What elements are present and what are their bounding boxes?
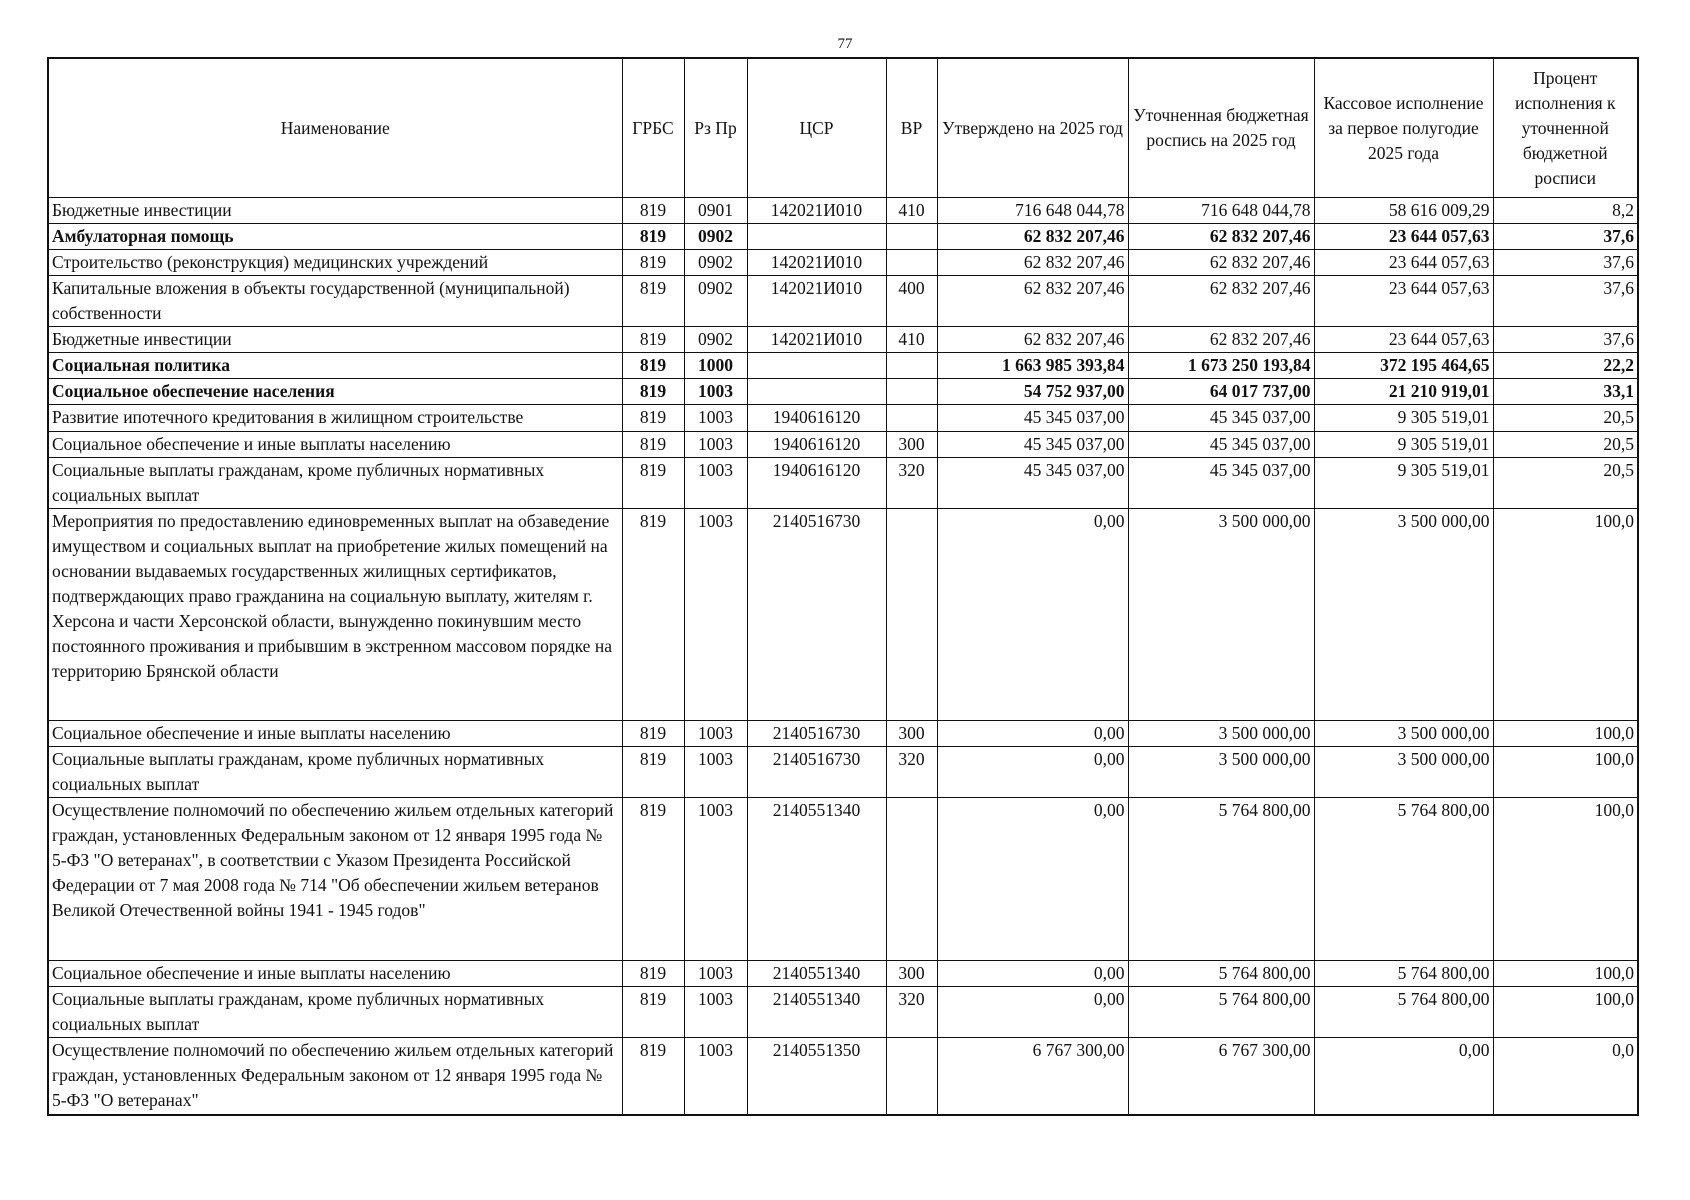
table-row xyxy=(48,1038,1638,1115)
cell-percent: 100,0 xyxy=(1493,747,1638,798)
cell-rzpr: 0902 xyxy=(684,224,747,250)
cell-rzpr: 0901 xyxy=(684,198,747,224)
cell-cash: 3 500 000,00 xyxy=(1314,747,1493,798)
cell-name: Социальные выплаты гражданам, кроме публичных нормативных социальных выплат xyxy=(48,747,622,798)
table-row xyxy=(48,379,1638,405)
cell-name: Социальная политика xyxy=(48,353,622,379)
cell-vr: 320 xyxy=(886,987,937,1038)
cell-percent: 100,0 xyxy=(1493,961,1638,987)
cell-grbs: 819 xyxy=(622,1038,684,1115)
cell-name: Социальное обеспечение населения xyxy=(48,379,622,405)
table-row xyxy=(48,798,1638,961)
cell-refined: 62 832 207,46 xyxy=(1128,276,1314,327)
cell-grbs: 819 xyxy=(622,987,684,1038)
cell-rzpr: 1003 xyxy=(684,721,747,747)
table-header-row xyxy=(48,58,1638,198)
cell-rzpr: 1003 xyxy=(684,798,747,961)
cell-approved: 716 648 044,78 xyxy=(937,198,1128,224)
cell-refined: 3 500 000,00 xyxy=(1128,747,1314,798)
cell-name: Осуществление полномочий по обеспечению жильем отдельных категорий граждан, установленных Федеральным законом от 12 января 1995 года № 5-ФЗ "О ветеранах", в соответствии с Указом Президента Российской Федерации от 7 мая 2008 года № 714 "Об обеспечении жильем ветеранов Великой Отечественной войны 1941 - 1945 годов" xyxy=(48,798,622,961)
cell-vr xyxy=(886,405,937,432)
cell-rzpr: 0902 xyxy=(684,327,747,353)
cell-percent: 37,6 xyxy=(1493,224,1638,250)
cell-vr xyxy=(886,509,937,721)
cell-refined: 5 764 800,00 xyxy=(1128,798,1314,961)
cell-vr: 410 xyxy=(886,327,937,353)
header-csr: ЦСР xyxy=(747,58,886,198)
cell-refined: 716 648 044,78 xyxy=(1128,198,1314,224)
table-row xyxy=(48,250,1638,276)
cell-csr xyxy=(747,224,886,250)
cell-csr: 142021И010 xyxy=(747,327,886,353)
cell-rzpr: 1000 xyxy=(684,353,747,379)
cell-approved: 62 832 207,46 xyxy=(937,327,1128,353)
cell-rzpr: 1003 xyxy=(684,961,747,987)
cell-csr: 1940616120 xyxy=(747,405,886,432)
table-row xyxy=(48,224,1638,250)
cell-cash: 0,00 xyxy=(1314,1038,1493,1115)
cell-csr: 142021И010 xyxy=(747,276,886,327)
cell-csr: 2140551350 xyxy=(747,1038,886,1115)
cell-grbs: 819 xyxy=(622,509,684,721)
cell-percent: 37,6 xyxy=(1493,250,1638,276)
cell-csr: 2140516730 xyxy=(747,721,886,747)
cell-vr xyxy=(886,379,937,405)
cell-rzpr: 0902 xyxy=(684,276,747,327)
cell-rzpr: 1003 xyxy=(684,509,747,721)
header-refined: Уточненная бюджетная роспись на 2025 год xyxy=(1128,58,1314,198)
cell-name: Осуществление полномочий по обеспечению жильем отдельных категорий граждан, установленных Федеральным законом от 12 января 1995 года № 5-ФЗ "О ветеранах" xyxy=(48,1038,622,1115)
cell-rzpr: 1003 xyxy=(684,1038,747,1115)
cell-grbs: 819 xyxy=(622,458,684,509)
cell-vr: 410 xyxy=(886,198,937,224)
cell-percent: 37,6 xyxy=(1493,276,1638,327)
cell-approved: 62 832 207,46 xyxy=(937,250,1128,276)
cell-grbs: 819 xyxy=(622,961,684,987)
cell-grbs: 819 xyxy=(622,432,684,458)
cell-percent: 22,2 xyxy=(1493,353,1638,379)
cell-cash: 23 644 057,63 xyxy=(1314,224,1493,250)
table-row xyxy=(48,458,1638,509)
cell-grbs: 819 xyxy=(622,224,684,250)
header-percent: Процент исполнения к уточненной бюджетной росписи xyxy=(1493,58,1638,198)
cell-rzpr: 1003 xyxy=(684,379,747,405)
table-row xyxy=(48,353,1638,379)
cell-refined: 62 832 207,46 xyxy=(1128,250,1314,276)
cell-cash: 9 305 519,01 xyxy=(1314,432,1493,458)
cell-approved: 0,00 xyxy=(937,987,1128,1038)
cell-vr: 300 xyxy=(886,721,937,747)
table-row xyxy=(48,327,1638,353)
cell-refined: 1 673 250 193,84 xyxy=(1128,353,1314,379)
cell-refined: 5 764 800,00 xyxy=(1128,961,1314,987)
cell-name: Амбулаторная помощь xyxy=(48,224,622,250)
cell-csr: 142021И010 xyxy=(747,250,886,276)
cell-vr xyxy=(886,250,937,276)
cell-csr xyxy=(747,353,886,379)
cell-cash: 23 644 057,63 xyxy=(1314,250,1493,276)
cell-percent: 100,0 xyxy=(1493,721,1638,747)
cell-rzpr: 1003 xyxy=(684,432,747,458)
cell-grbs: 819 xyxy=(622,327,684,353)
cell-grbs: 819 xyxy=(622,405,684,432)
header-cash: Кассовое исполнение за первое полугодие 2025 года xyxy=(1314,58,1493,198)
cell-percent: 33,1 xyxy=(1493,379,1638,405)
table-row xyxy=(48,509,1638,721)
cell-name: Мероприятия по предоставлению единовременных выплат на обзаведение имуществом и социальных выплат на приобретение жилых помещений на основании выдаваемых государственных жилищных сертификатов, подтверждающих право гражданина на социальную выплату, жителям г. Херсона и части Херсонской области, вынужденно покинувшим место постоянного проживания и прибывшим в экстренном массовом порядке на территорию Брянской области xyxy=(48,509,622,721)
cell-refined: 45 345 037,00 xyxy=(1128,432,1314,458)
cell-cash: 3 500 000,00 xyxy=(1314,721,1493,747)
cell-vr xyxy=(886,1038,937,1115)
cell-name: Бюджетные инвестиции xyxy=(48,198,622,224)
table-row xyxy=(48,961,1638,987)
cell-vr xyxy=(886,224,937,250)
cell-refined: 62 832 207,46 xyxy=(1128,224,1314,250)
cell-cash: 5 764 800,00 xyxy=(1314,961,1493,987)
cell-cash: 23 644 057,63 xyxy=(1314,276,1493,327)
header-name: Наименование xyxy=(48,58,622,198)
cell-approved: 0,00 xyxy=(937,509,1128,721)
cell-percent: 37,6 xyxy=(1493,327,1638,353)
cell-cash: 3 500 000,00 xyxy=(1314,509,1493,721)
cell-approved: 0,00 xyxy=(937,798,1128,961)
cell-rzpr: 1003 xyxy=(684,747,747,798)
cell-name: Социальное обеспечение и иные выплаты населению xyxy=(48,721,622,747)
cell-percent: 20,5 xyxy=(1493,458,1638,509)
cell-cash: 21 210 919,01 xyxy=(1314,379,1493,405)
cell-rzpr: 1003 xyxy=(684,987,747,1038)
cell-csr: 2140516730 xyxy=(747,509,886,721)
cell-name: Социальные выплаты гражданам, кроме публичных нормативных социальных выплат xyxy=(48,987,622,1038)
cell-refined: 45 345 037,00 xyxy=(1128,405,1314,432)
cell-percent: 0,0 xyxy=(1493,1038,1638,1115)
cell-refined: 6 767 300,00 xyxy=(1128,1038,1314,1115)
cell-refined: 64 017 737,00 xyxy=(1128,379,1314,405)
cell-csr: 142021И010 xyxy=(747,198,886,224)
header-grbs: ГРБС xyxy=(622,58,684,198)
cell-csr: 2140551340 xyxy=(747,961,886,987)
cell-name: Строительство (реконструкция) медицинских учреждений xyxy=(48,250,622,276)
table-row xyxy=(48,987,1638,1038)
page-number: 77 xyxy=(837,36,853,52)
cell-vr xyxy=(886,353,937,379)
cell-approved: 62 832 207,46 xyxy=(937,276,1128,327)
cell-vr: 320 xyxy=(886,458,937,509)
cell-grbs: 819 xyxy=(622,250,684,276)
header-vr: ВР xyxy=(886,58,937,198)
cell-vr: 300 xyxy=(886,961,937,987)
cell-approved: 0,00 xyxy=(937,961,1128,987)
cell-grbs: 819 xyxy=(622,353,684,379)
cell-rzpr: 1003 xyxy=(684,405,747,432)
cell-percent: 100,0 xyxy=(1493,798,1638,961)
cell-approved: 1 663 985 393,84 xyxy=(937,353,1128,379)
cell-cash: 23 644 057,63 xyxy=(1314,327,1493,353)
cell-percent: 20,5 xyxy=(1493,405,1638,432)
cell-grbs: 819 xyxy=(622,798,684,961)
cell-percent: 100,0 xyxy=(1493,987,1638,1038)
table-row xyxy=(48,432,1638,458)
table-row xyxy=(48,721,1638,747)
cell-approved: 45 345 037,00 xyxy=(937,432,1128,458)
cell-vr: 300 xyxy=(886,432,937,458)
cell-csr xyxy=(747,379,886,405)
cell-vr: 400 xyxy=(886,276,937,327)
cell-grbs: 819 xyxy=(622,198,684,224)
table-row xyxy=(48,405,1638,432)
cell-approved: 45 345 037,00 xyxy=(937,458,1128,509)
cell-grbs: 819 xyxy=(622,721,684,747)
cell-vr: 320 xyxy=(886,747,937,798)
cell-refined: 3 500 000,00 xyxy=(1128,721,1314,747)
cell-name: Социальное обеспечение и иные выплаты населению xyxy=(48,961,622,987)
cell-percent: 100,0 xyxy=(1493,509,1638,721)
cell-csr: 2140516730 xyxy=(747,747,886,798)
table-row xyxy=(48,198,1638,224)
cell-approved: 0,00 xyxy=(937,747,1128,798)
cell-csr: 1940616120 xyxy=(747,458,886,509)
table-row xyxy=(48,276,1638,327)
cell-grbs: 819 xyxy=(622,747,684,798)
cell-grbs: 819 xyxy=(622,276,684,327)
cell-csr: 2140551340 xyxy=(747,987,886,1038)
cell-name: Развитие ипотечного кредитования в жилищном строительстве xyxy=(48,405,622,432)
budget-execution-table xyxy=(47,57,1639,1116)
cell-refined: 45 345 037,00 xyxy=(1128,458,1314,509)
cell-rzpr: 0902 xyxy=(684,250,747,276)
cell-refined: 3 500 000,00 xyxy=(1128,509,1314,721)
cell-rzpr: 1003 xyxy=(684,458,747,509)
cell-name: Социальное обеспечение и иные выплаты населению xyxy=(48,432,622,458)
cell-approved: 6 767 300,00 xyxy=(937,1038,1128,1115)
cell-csr: 2140551340 xyxy=(747,798,886,961)
cell-percent: 20,5 xyxy=(1493,432,1638,458)
cell-approved: 62 832 207,46 xyxy=(937,224,1128,250)
cell-name: Бюджетные инвестиции xyxy=(48,327,622,353)
cell-cash: 5 764 800,00 xyxy=(1314,798,1493,961)
table-row xyxy=(48,747,1638,798)
cell-cash: 5 764 800,00 xyxy=(1314,987,1493,1038)
cell-refined: 5 764 800,00 xyxy=(1128,987,1314,1038)
cell-approved: 54 752 937,00 xyxy=(937,379,1128,405)
cell-name: Капитальные вложения в объекты государственной (муниципальной) собственности xyxy=(48,276,622,327)
cell-approved: 45 345 037,00 xyxy=(937,405,1128,432)
cell-name: Социальные выплаты гражданам, кроме публичных нормативных социальных выплат xyxy=(48,458,622,509)
cell-vr xyxy=(886,798,937,961)
header-approved: Утверждено на 2025 год xyxy=(937,58,1128,198)
cell-percent: 8,2 xyxy=(1493,198,1638,224)
header-rzpr: Рз Пр xyxy=(684,58,747,198)
cell-csr: 1940616120 xyxy=(747,432,886,458)
cell-approved: 0,00 xyxy=(937,721,1128,747)
cell-cash: 372 195 464,65 xyxy=(1314,353,1493,379)
cell-grbs: 819 xyxy=(622,379,684,405)
cell-cash: 9 305 519,01 xyxy=(1314,458,1493,509)
cell-cash: 9 305 519,01 xyxy=(1314,405,1493,432)
cell-cash: 58 616 009,29 xyxy=(1314,198,1493,224)
cell-refined: 62 832 207,46 xyxy=(1128,327,1314,353)
